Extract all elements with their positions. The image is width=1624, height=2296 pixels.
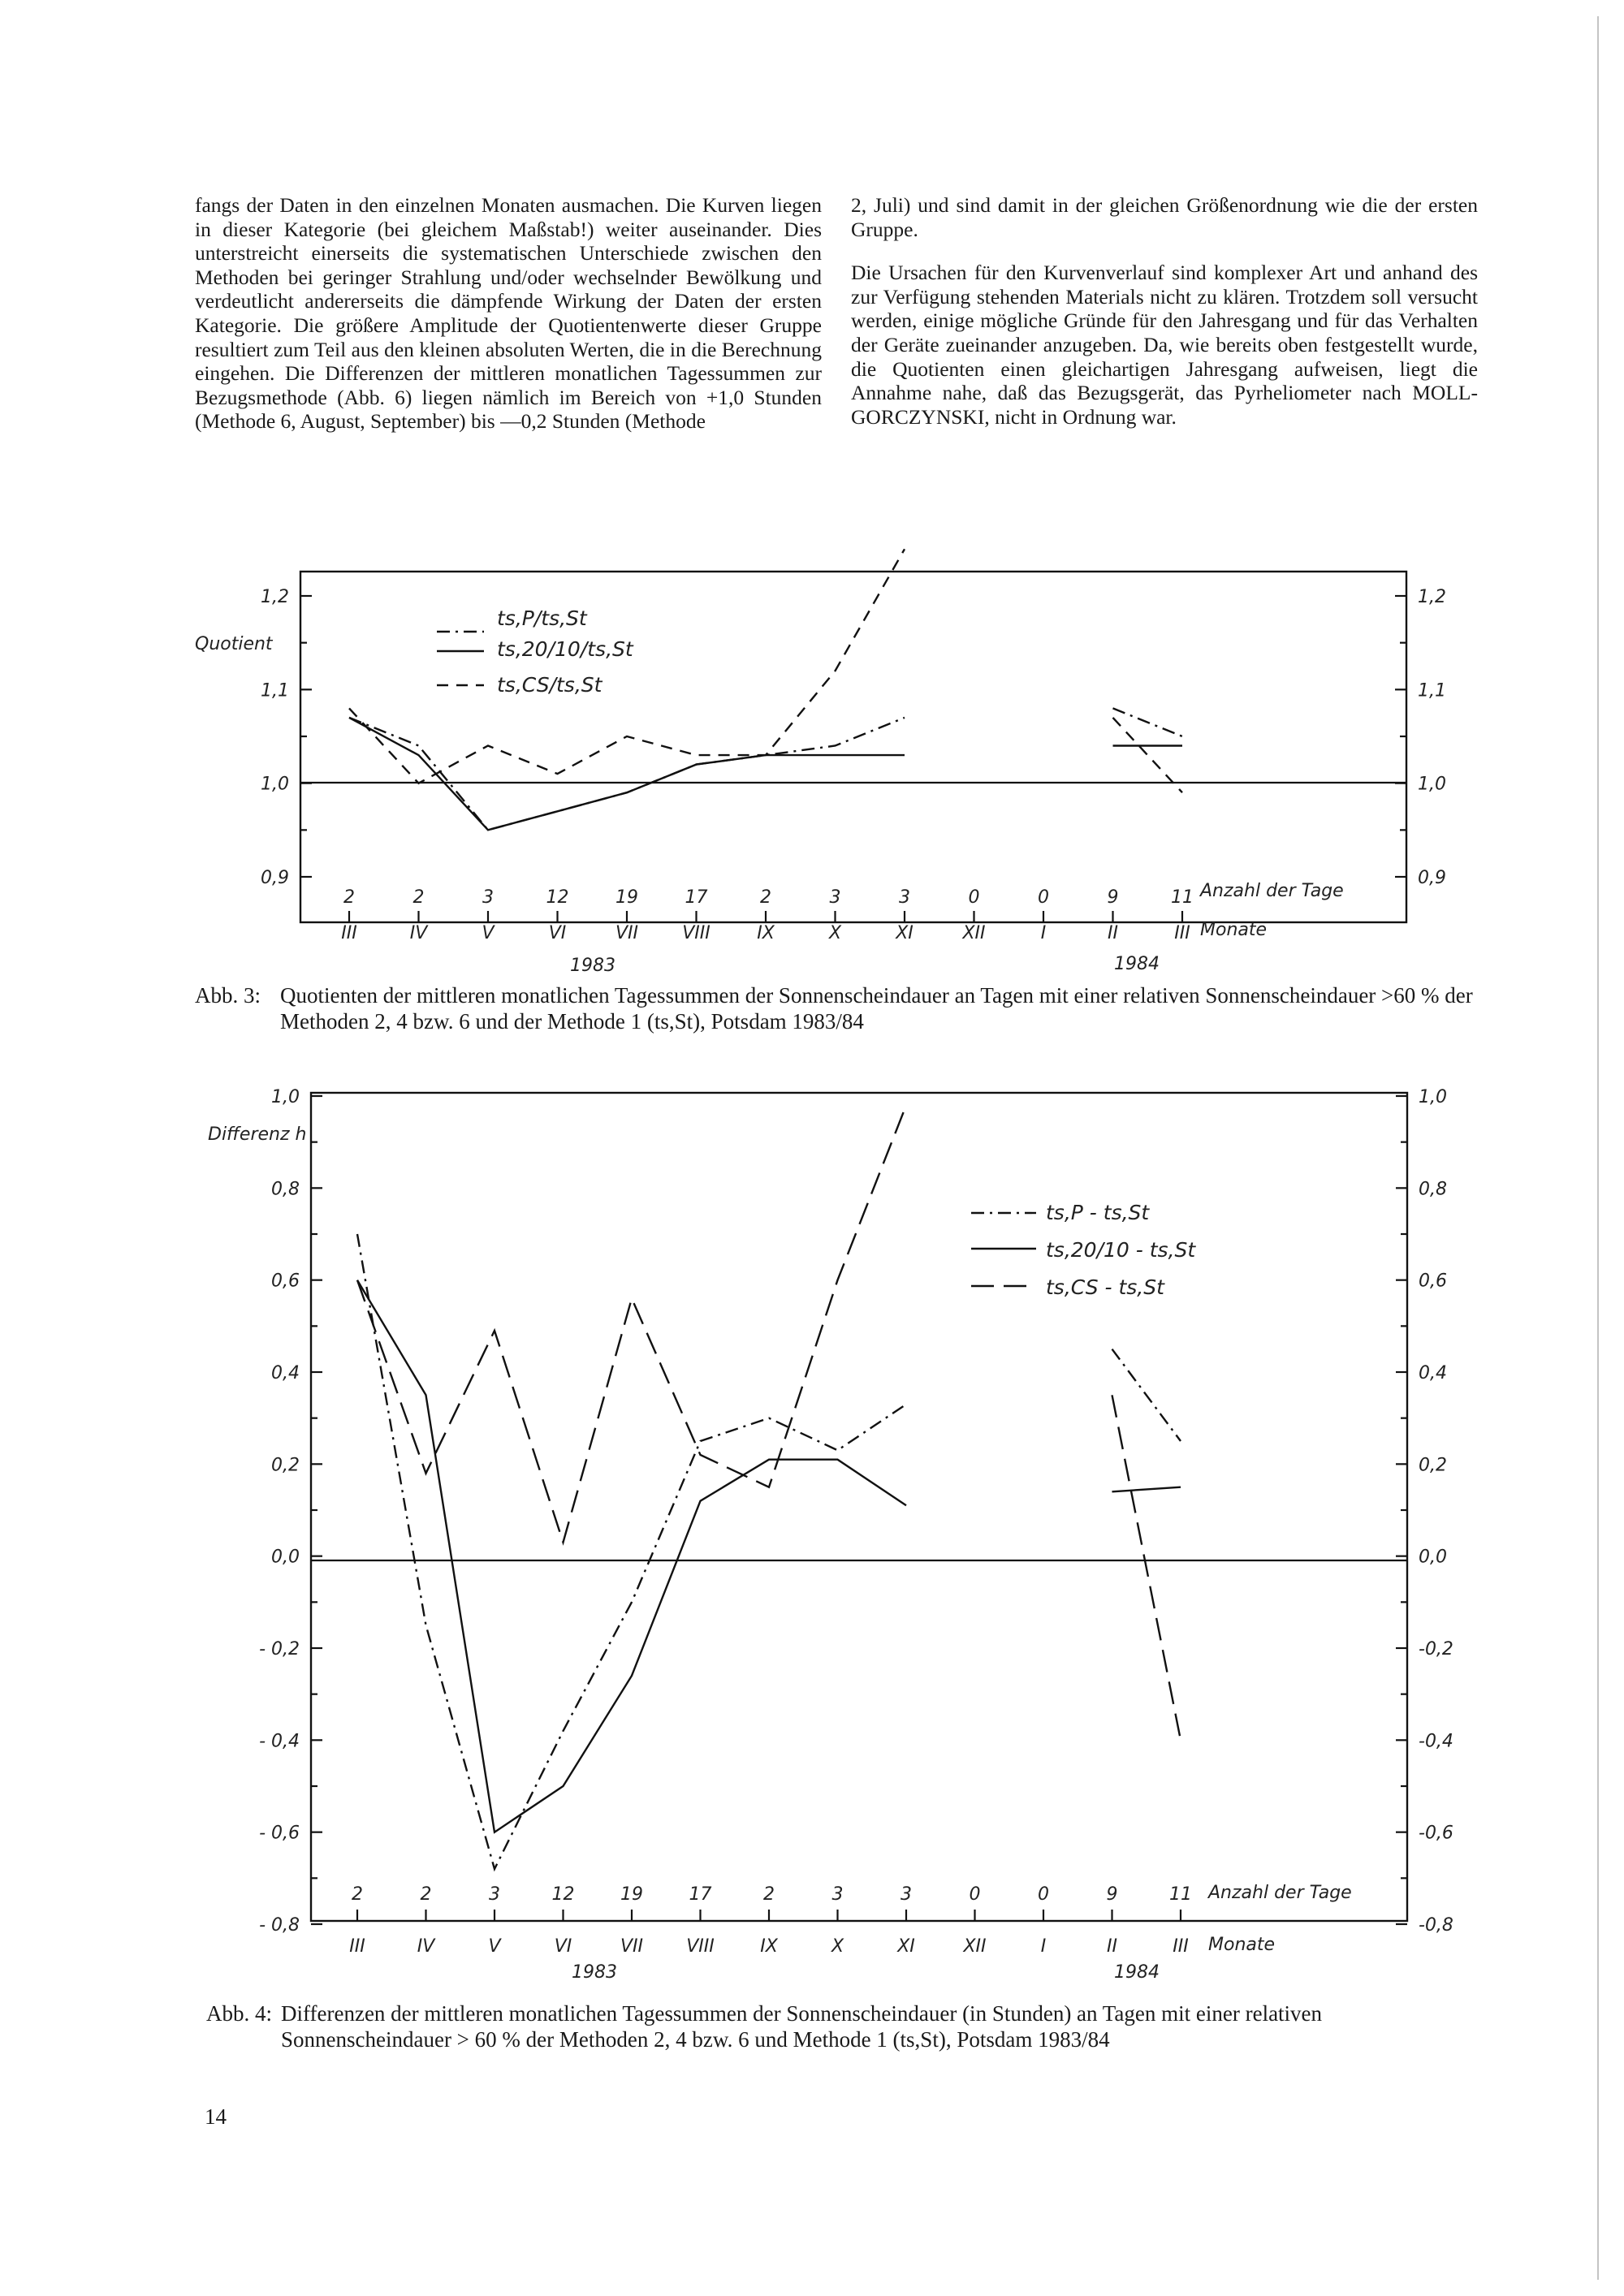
- fig3-month-label: X: [828, 923, 842, 943]
- fig4-month-label: III: [1173, 1936, 1189, 1957]
- fig4-ytick-label: - 0,4: [259, 1731, 300, 1752]
- figure-3-year-1984: 1984: [1114, 954, 1160, 974]
- figure-4-year-1983: 1983: [572, 1962, 617, 1983]
- fig3-daycount: 19: [615, 887, 638, 908]
- fig3-ytick-label-right: 1,1: [1418, 680, 1446, 701]
- fig4-ytick-label: - 0,2: [259, 1639, 300, 1659]
- fig4-ytick-label-right: -0,6: [1419, 1823, 1453, 1844]
- fig4-daycount: 2: [352, 1884, 363, 1905]
- fig3-ytick-label: 1,2: [261, 587, 289, 607]
- fig3-month-label: V: [482, 923, 495, 943]
- figure-4-x-label: Monate: [1208, 1935, 1276, 1955]
- fig3-daycount: 0: [968, 887, 980, 908]
- fig4-daycount: 12: [551, 1884, 575, 1905]
- left-paragraph: fangs der Daten in den einzelnen Monaten ausmachen. Die Kurven liegen in dieser Kategorie (bei gleichem Maßstab!) weiter auseinander. Dies unterstreicht einerseits die systematischen Unterschiede zwischen den Methoden bei geringer Strahlung und/oder wechselnder Bewölkung und verdeutlicht andererseits die dämpfende Wirkung der Daten der ersten Kategorie. Die größere Amplitude der Quotientenwerte dieser Gruppe resultiert zum Teil aus den kleinen absoluten Werten, die in die Berechnung eingehen. Die Differenzen der mittleren monatlichen Tagessummen zur Bezugsmethode (Abb. 6) liegen nämlich im Bereich von +1,0 Stunden (Methode 6, August, September) bis —0,2 Stunden (Methode: [195, 193, 822, 434]
- figure-3-series: [349, 549, 1182, 830]
- fig4-ytick-label: 0,6: [271, 1271, 300, 1292]
- fig3-ytick-label: 0,9: [261, 868, 289, 888]
- fig4-daycount: 3: [489, 1884, 500, 1905]
- figure-4-legend-cs: ts,CS - ts,St: [1046, 1275, 1164, 1299]
- figure-4-frame: [311, 1093, 1407, 1921]
- figure-3-frame: [300, 572, 1406, 922]
- fig4-ytick-label: 0,8: [271, 1179, 300, 1200]
- fig4-series-0-line: [357, 1234, 906, 1869]
- figure-3-year-1983: 1983: [570, 956, 615, 976]
- fig3-daycount: 11: [1171, 887, 1194, 908]
- fig4-ytick-label-right: -0,2: [1419, 1639, 1453, 1659]
- fig4-daycount: 11: [1169, 1884, 1192, 1905]
- fig3-daycount: 2: [343, 887, 355, 908]
- fig4-month-label: X: [831, 1936, 844, 1957]
- fig3-ytick-label: 1,1: [261, 680, 289, 701]
- fig4-ytick-label-right: 0,0: [1419, 1547, 1447, 1568]
- figure-4-number: Abb. 4:: [206, 2001, 272, 2026]
- figure-3-caption-text: Quotienten der mittleren monatlichen Tagessummen der Sonnenscheindauer an Tagen mit einer relativen Sonnenscheindauer >60 % der Methoden 2, 4 bzw. 6 und der Methode 1 (ts,St), Potsdam 1983/84: [280, 983, 1473, 1034]
- fig3-daycount: 2: [760, 887, 771, 908]
- fig3-month-label: VII: [615, 923, 639, 943]
- fig4-ytick-label-right: 0,2: [1419, 1455, 1447, 1476]
- figure-4-legend-p: ts,P - ts,St: [1046, 1201, 1150, 1224]
- fig4-daycount: 0: [969, 1884, 981, 1905]
- fig4-ytick-label-right: 1,0: [1419, 1087, 1447, 1107]
- figure-4-caption-text: Differenzen der mittleren monatlichen Tagessummen der Sonnenscheindauer (in Stunden) an Tagen mit einer relativen Sonnenscheindauer > 60 % der Methoden 2, 4 bzw. 6 und Methode 1 (ts,St), Potsdam 1983/84: [281, 2001, 1323, 2052]
- figure-3-chart: [195, 549, 1446, 976]
- fig3-daycount: 3: [482, 887, 494, 908]
- fig3-ytick-label-right: 1,2: [1418, 587, 1446, 607]
- fig4-ytick-label: 0,0: [271, 1547, 300, 1568]
- fig3-month-label: II: [1108, 923, 1118, 943]
- figure-3-y-label: Quotient: [195, 634, 273, 654]
- fig4-series-1-line: [1112, 1487, 1181, 1492]
- fig4-daycount: 2: [763, 1884, 775, 1905]
- fig3-series-0-line: [1113, 708, 1183, 736]
- fig4-month-label: VI: [554, 1936, 572, 1957]
- figure-4-year-1984: 1984: [1114, 1962, 1160, 1983]
- fig3-ytick-label-right: 0,9: [1418, 868, 1446, 888]
- fig3-daycount: 9: [1107, 887, 1119, 908]
- fig4-ytick-label-right: 0,4: [1419, 1363, 1447, 1383]
- fig3-daycount: 3: [899, 887, 910, 908]
- fig4-daycount: 19: [620, 1884, 643, 1905]
- figure-3-legend-p: ts,P/ts,St: [497, 606, 587, 630]
- right-paragraph-2: Die Ursachen für den Kurvenverlauf sind komplexer Art und anhand des zur Verfügung stehenden Materials nicht zu klären. Trotzdem soll versucht werden, einige mögliche Gründe für den Jahresgang und für das Verhalten der Geräte zueinander anzugeben. Da, wie bereits oben festgestellt wurde, die Quotienten einen gleichartigen Jahresgang aufweisen, liegt die Annahme nahe, daß das Bezugsgerät, das Pyrheliometer nach MOLL-GORCZYNSKI, nicht in Ordnung war.: [851, 261, 1478, 429]
- figure-3-daycount-label: Anzahl der Tage: [1200, 881, 1344, 901]
- fig4-month-label: VIII: [686, 1936, 715, 1957]
- fig4-ytick-label-right: -0,8: [1419, 1915, 1453, 1936]
- fig4-month-label: III: [349, 1936, 365, 1957]
- fig4-month-label: II: [1107, 1936, 1117, 1957]
- figure-4-y-ticks: [259, 1087, 1453, 1936]
- fig4-month-label: I: [1040, 1936, 1047, 1957]
- fig4-series-1-line: [357, 1280, 906, 1832]
- fig3-daycount: 2: [412, 887, 425, 908]
- fig4-daycount: 9: [1106, 1884, 1118, 1905]
- fig3-series-1-line: [349, 718, 905, 830]
- figure-4-y-label: Differenz h: [208, 1124, 307, 1145]
- fig4-daycount: 17: [689, 1884, 712, 1905]
- fig3-month-label: I: [1040, 923, 1047, 943]
- fig4-ytick-label: 1,0: [271, 1087, 300, 1107]
- fig4-month-label: V: [488, 1936, 501, 1957]
- fig4-ytick-label: - 0,8: [259, 1915, 300, 1936]
- fig4-daycount: 3: [901, 1884, 912, 1905]
- fig3-month-label: IX: [757, 923, 775, 943]
- fig3-month-label: III: [1174, 923, 1190, 943]
- fig4-ytick-label: - 0,6: [259, 1823, 300, 1844]
- fig4-month-label: XII: [963, 1936, 987, 1957]
- fig4-ytick-label-right: 0,6: [1419, 1271, 1447, 1292]
- figure-4-legend-2010: ts,20/10 - ts,St: [1046, 1238, 1196, 1262]
- fig4-ytick-label: 0,2: [271, 1455, 300, 1476]
- figure-3-x-ticks: [341, 887, 1194, 943]
- figure-3-x-label: Monate: [1200, 920, 1268, 940]
- fig4-series-0-line: [1112, 1349, 1181, 1441]
- fig3-month-label: VIII: [682, 923, 710, 943]
- fig4-month-label: XI: [897, 1936, 915, 1957]
- fig3-ytick-label: 1,0: [261, 774, 289, 795]
- fig4-daycount: 2: [420, 1884, 432, 1905]
- fig4-ytick-label: 0,4: [271, 1363, 300, 1383]
- page-number: 14: [205, 2104, 227, 2129]
- fig4-daycount: 3: [831, 1884, 844, 1905]
- fig3-daycount: 0: [1038, 887, 1049, 908]
- fig3-series-2-line: [1113, 718, 1183, 792]
- figure-3-legend-2010: ts,20/10/ts,St: [497, 637, 633, 661]
- fig3-daycount: 17: [685, 887, 708, 908]
- fig4-series-2-line: [1112, 1395, 1181, 1740]
- fig3-month-label: VI: [548, 923, 567, 943]
- fig3-daycount: 12: [546, 887, 569, 908]
- fig4-month-label: VII: [620, 1936, 644, 1957]
- fig4-ytick-label-right: -0,4: [1419, 1731, 1453, 1752]
- figure-3-number: Abb. 3:: [195, 983, 261, 1008]
- figure-4-chart: [208, 1087, 1453, 1983]
- figure-4-daycount-label: Anzahl der Tage: [1208, 1883, 1352, 1903]
- fig4-month-label: IX: [760, 1936, 778, 1957]
- fig4-ytick-label-right: 0,8: [1419, 1179, 1447, 1200]
- fig3-daycount: 3: [829, 887, 841, 908]
- fig3-month-label: III: [341, 923, 357, 943]
- figure-3-legend-cs: ts,CS/ts,St: [497, 673, 603, 697]
- fig4-daycount: 0: [1038, 1884, 1049, 1905]
- fig3-month-label: XI: [896, 923, 914, 943]
- fig4-month-label: IV: [417, 1936, 435, 1957]
- fig3-series-0-line: [349, 718, 905, 830]
- right-paragraph-1: 2, Juli) und sind damit in der gleichen Größenordnung wie die der ersten Gruppe.: [851, 193, 1478, 241]
- fig3-month-label: IV: [409, 923, 428, 943]
- fig3-ytick-label-right: 1,0: [1418, 774, 1446, 795]
- fig3-month-label: XII: [962, 923, 986, 943]
